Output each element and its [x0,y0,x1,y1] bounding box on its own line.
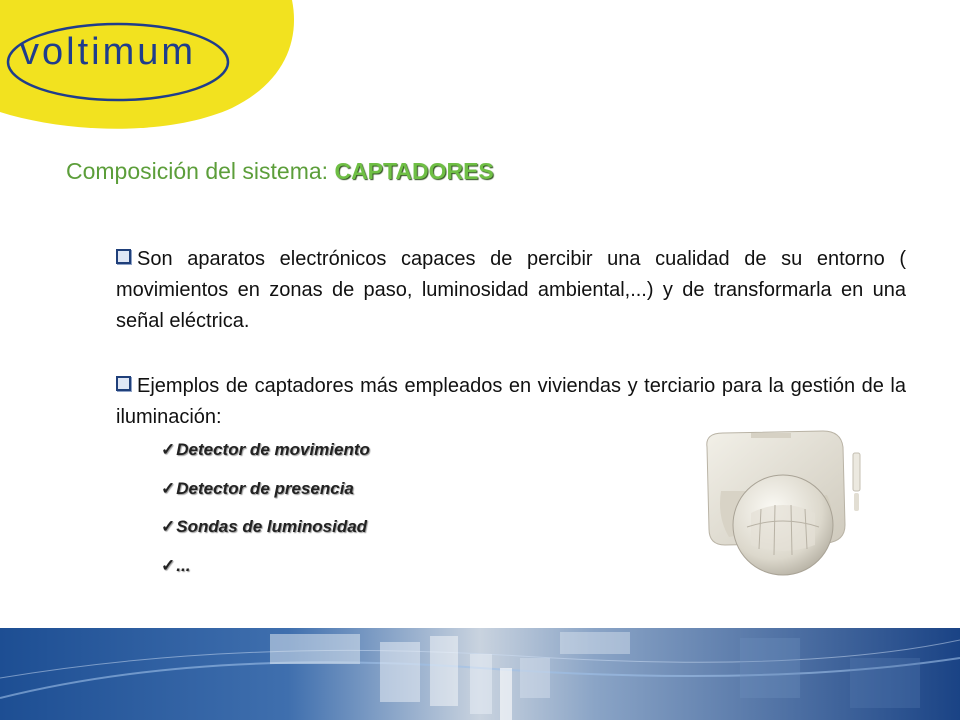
examples-list [161,440,370,594]
square-bullet-icon [116,249,131,264]
list-item [161,556,370,595]
voltimum-logo [0,0,300,135]
check-icon: ✓ [161,555,176,575]
title-emphasis: CAPTADORES [334,158,494,184]
footer-banner [0,628,960,720]
list-item [161,479,370,518]
paragraph-text: Ejemplos de captadores más empleados en viviendas y terciario para la gestión de la iluminación: [116,375,906,428]
list-item-label: Detector de presencia [176,478,354,498]
slide-title [66,158,494,185]
title-prefix: Composición del sistema: [66,158,335,184]
paragraph-examples [116,371,906,433]
square-bullet-icon [116,376,131,391]
motion-sensor-image [695,425,875,585]
list-item [161,517,370,556]
list-item-label: Sondas de luminosidad [176,517,368,536]
paragraph-text: Son aparatos electrónicos capaces de percibir una cualidad de su entorno ( movimientos en zonas de paso, luminosidad ambiental,...) y de transformarla en una señal eléctrica. [116,248,906,332]
check-icon: ✓ [161,517,176,536]
list-item-label: Detector de movimiento [176,440,370,459]
paragraph-definition [116,244,906,337]
list-item-label: ... [176,555,191,575]
list-item [161,440,370,479]
logo-text: voltimum [20,31,197,73]
check-icon: ✓ [161,440,176,459]
check-icon: ✓ [161,478,176,498]
